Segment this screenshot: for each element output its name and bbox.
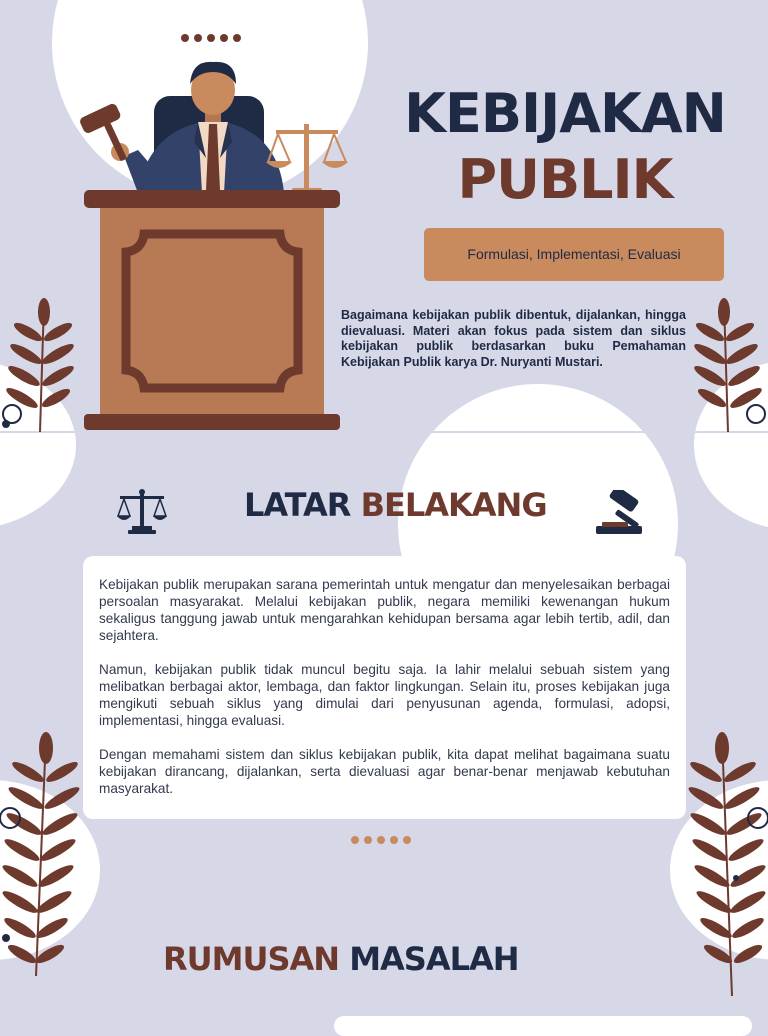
- decorative-dots-middle: [351, 836, 411, 844]
- heading-part2: BELAKANG: [360, 486, 547, 524]
- heading-part1: LATAR: [244, 486, 351, 524]
- judge-illustration-icon: [78, 58, 348, 432]
- leaf-branch-icon: [0, 298, 74, 432]
- latar-belakang-card: [83, 556, 686, 819]
- section-heading-latar-belakang: [244, 486, 547, 524]
- subtitle-text: Formulasi, Implementasi, Evaluasi: [467, 246, 681, 262]
- subtitle-badge: [424, 228, 724, 281]
- leaf-branch-icon: [694, 298, 768, 432]
- paragraph: Dengan memahami sistem dan siklus kebijakan publik, kita dapat melihat bagaimana suatu kebijakan dirancang, dijalankan, serta dievaluasi agar benar-benar menjawab kebutuhan masyarakat.: [99, 747, 670, 796]
- rumusan-masalah-card: [334, 1016, 752, 1036]
- heading-part1: RUMUSAN: [163, 940, 340, 978]
- section-heading-rumusan-masalah: [163, 940, 519, 978]
- page-title-line2: PUBLIK: [457, 148, 673, 211]
- leaf-branch-icon: [686, 732, 768, 996]
- intro-paragraph: Bagaimana kebijakan publik dibentuk, dijalankan, hingga dievaluasi. Materi akan fokus pada sistem dan siklus kebijakan publik berdasarkan buku Pemahaman Kebijakan Publik karya Dr. Nuryanti Mustari.: [341, 308, 686, 369]
- decorative-dots-top: [181, 34, 241, 42]
- scales-of-justice-icon: [116, 486, 168, 538]
- gavel-icon: [594, 490, 648, 538]
- heading-part2: MASALAH: [349, 940, 519, 978]
- page-title-line1: KEBIJAKAN: [404, 82, 726, 145]
- paragraph: Namun, kebijakan publik tidak muncul begitu saja. Ia lahir melalui sebuah sistem yang melibatkan berbagai aktor, lembaga, dan faktor lingkungan. Selain itu, proses kebijakan juga mengikuti sebuah siklus yang dimulai dari penyusunan agenda, formulasi, adopsi, implementasi, hingga evaluasi.: [99, 662, 670, 728]
- paragraph: Kebijakan publik merupakan sarana pemerintah untuk mengatur dan menyelesaikan berbagai persoalan masyarakat. Melalui kebijakan publik, negara memiliki kewenangan hukum sekaligus tanggung jawab untuk mengarahkan kehidupan bersama agar lebih tertib, adil, dan sejahtera.: [99, 577, 670, 643]
- leaf-branch-icon: [0, 732, 82, 976]
